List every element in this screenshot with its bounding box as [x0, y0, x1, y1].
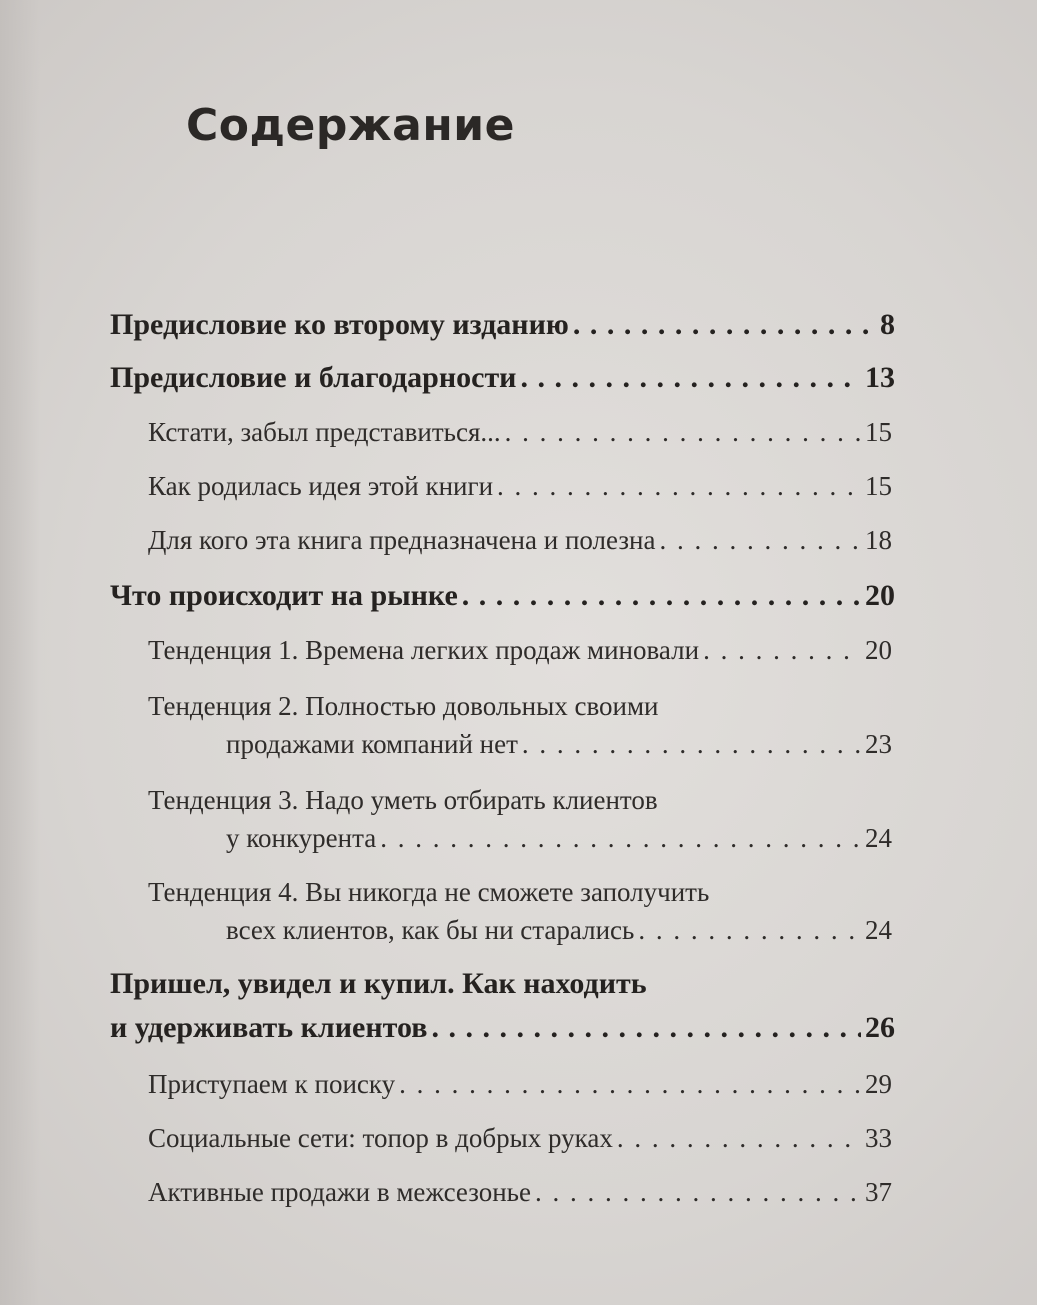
toc-page-number: 18	[865, 525, 892, 555]
toc-entry-title: Тенденция 2. Полностью довольных своими	[148, 691, 659, 721]
leader-dots	[431, 1006, 861, 1050]
toc-entry-line	[148, 630, 892, 670]
toc-entry	[110, 356, 895, 400]
leader-dots	[703, 630, 861, 670]
leader-dots	[505, 412, 861, 452]
toc-entry-title: Тенденция 4. Вы никогда не сможете заполучить	[148, 877, 710, 907]
toc-entry-title: Предисловие и благодарности	[110, 361, 517, 394]
toc-entry-title-continued: продажами компаний нет	[226, 729, 518, 759]
toc-page-number: 37	[865, 1177, 892, 1207]
toc-entry-title-continued: всех клиентов, как бы ни старались	[226, 915, 635, 945]
toc-page-number: 24	[865, 823, 892, 853]
toc-entry-title: Для кого эта книга предназначена и полезна	[148, 525, 656, 555]
toc-entry-title-continued: и удерживать клиентов	[110, 1011, 428, 1044]
page-title: Содержание	[186, 100, 515, 151]
toc-entry	[110, 962, 895, 1050]
leader-dots	[638, 910, 861, 950]
toc-entry-title: Кстати, забыл представиться...	[148, 417, 501, 447]
toc-entry	[110, 574, 895, 618]
toc-entry-title: Тенденция 3. Надо уметь отбирать клиентов	[148, 785, 658, 815]
toc-entry	[148, 686, 892, 764]
toc-entry	[148, 520, 892, 560]
toc-entry-title: Предисловие ко второму изданию	[110, 308, 569, 341]
toc-entry	[148, 1118, 892, 1158]
toc-entry-title: Активные продажи в межсезонье	[148, 1177, 531, 1207]
toc-entry	[148, 466, 892, 506]
toc-entry-line	[110, 356, 895, 400]
toc-entry-title: Пришел, увидел и купил. Как находить	[110, 967, 647, 1000]
toc-page-number: 20	[865, 579, 895, 612]
toc-page-number: 15	[865, 417, 892, 447]
toc-entry-line	[148, 466, 892, 506]
toc-entry-line	[148, 1064, 892, 1104]
toc-entry-line	[148, 520, 892, 560]
toc-entry	[148, 630, 892, 670]
leader-dots	[399, 1064, 861, 1104]
toc-page-number: 13	[865, 361, 895, 394]
toc-entry-line	[148, 818, 892, 858]
leader-dots	[520, 356, 861, 400]
leader-dots	[497, 466, 861, 506]
toc-entry-line	[110, 303, 895, 347]
toc-entry-title: Как родилась идея этой книги	[148, 471, 494, 501]
toc-page-number: 29	[865, 1069, 892, 1099]
leader-dots	[573, 303, 876, 347]
toc-entry-line	[110, 1006, 895, 1050]
toc-entry-title: Что происходит на рынке	[110, 579, 458, 612]
toc-entry	[148, 1064, 892, 1104]
toc-page-number: 20	[865, 635, 892, 665]
toc-entry-line	[148, 910, 892, 950]
toc-entry-line	[148, 1118, 892, 1158]
toc-entry	[148, 412, 892, 452]
leader-dots	[462, 574, 861, 618]
toc-entry	[110, 303, 895, 347]
leader-dots	[380, 818, 861, 858]
toc-entry-line	[148, 412, 892, 452]
toc-entry-title: Социальные сети: топор в добрых руках	[148, 1123, 613, 1153]
leader-dots	[617, 1118, 861, 1158]
leader-dots	[659, 520, 861, 560]
toc-entry-title-continued: у конкурента	[226, 823, 377, 853]
toc-entry-line	[148, 724, 892, 764]
toc-page-number: 26	[865, 1011, 895, 1044]
toc-entry-title: Тенденция 1. Времена легких продаж миновали	[148, 635, 700, 665]
toc-entry	[148, 1172, 892, 1212]
toc-page-number: 15	[865, 471, 892, 501]
toc-entry-line	[110, 574, 895, 618]
toc-page-number: 8	[880, 308, 895, 341]
toc-entry	[148, 780, 892, 858]
leader-dots	[522, 724, 861, 764]
leader-dots	[535, 1172, 861, 1212]
toc-entry	[148, 872, 892, 950]
toc-page-number: 33	[865, 1123, 892, 1153]
toc-page-number: 23	[865, 729, 892, 759]
toc-entry-line	[148, 1172, 892, 1212]
toc-entry-title: Приступаем к поиску	[148, 1069, 396, 1099]
toc-page-number: 24	[865, 915, 892, 945]
